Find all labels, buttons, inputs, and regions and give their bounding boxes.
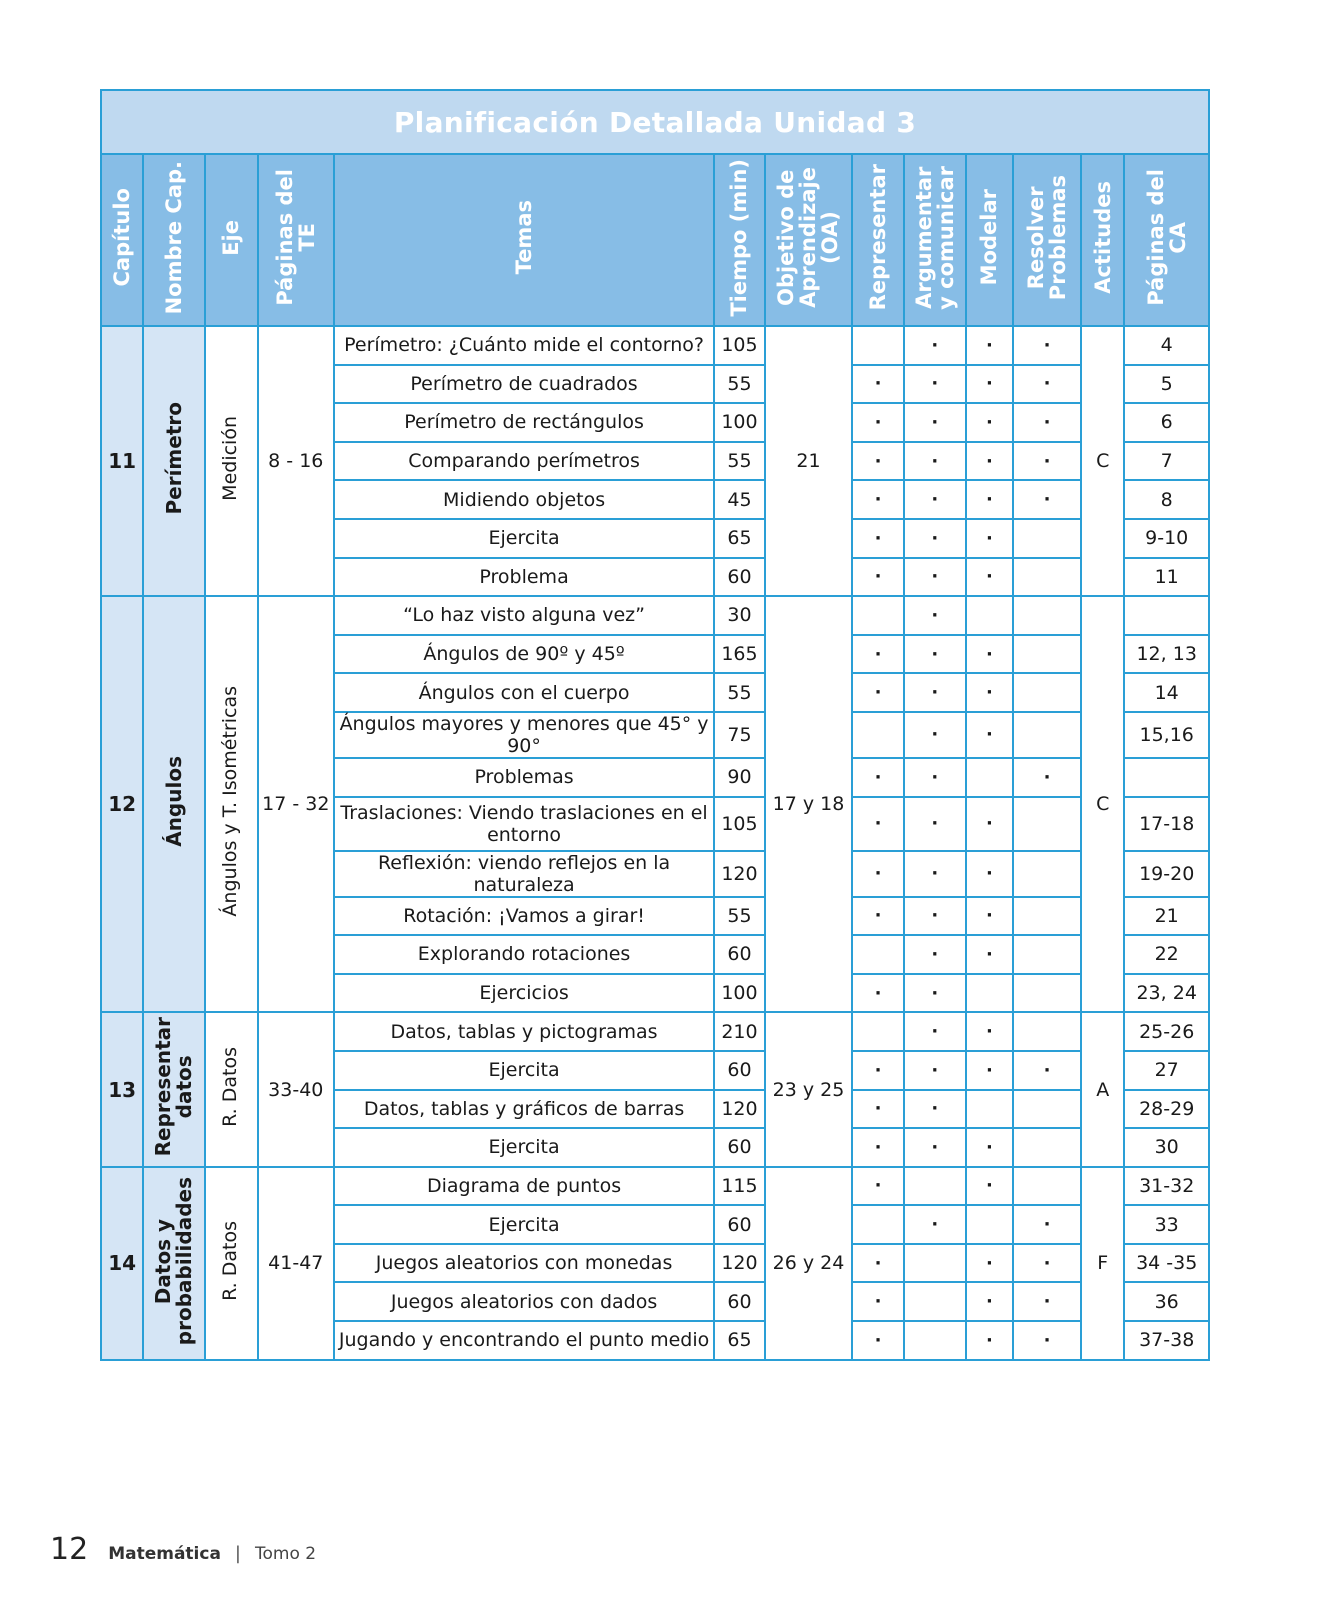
argumentar-cell xyxy=(904,1321,966,1360)
argumentar-cell: · xyxy=(904,442,966,481)
chapter-name xyxy=(143,326,205,596)
modelar-cell: · xyxy=(966,1012,1013,1051)
modelar-cell: · xyxy=(966,935,1013,974)
topic-cell: Datos, tablas y gráficos de barras xyxy=(334,1090,714,1129)
topic-cell: Ejercita xyxy=(334,1205,714,1244)
chapter-te-pages: 33-40 xyxy=(258,1012,334,1166)
modelar-cell xyxy=(966,758,1013,797)
table-row xyxy=(101,1167,1209,1206)
topic-cell: Perímetro de cuadrados xyxy=(334,365,714,404)
table-title: Planificación Detallada Unidad 3 xyxy=(101,90,1209,154)
topic-cell: Traslaciones: Viendo traslaciones en el entorno xyxy=(334,797,714,851)
ca-pages-cell: 31-32 xyxy=(1124,1167,1209,1206)
topic-cell: Ejercita xyxy=(334,1128,714,1167)
modelar-cell xyxy=(966,1205,1013,1244)
argumentar-cell: · xyxy=(904,558,966,597)
attitudes-cell: C xyxy=(1081,596,1124,1012)
time-cell: 55 xyxy=(714,897,765,936)
ca-pages-cell: 9-10 xyxy=(1124,519,1209,558)
time-cell: 55 xyxy=(714,365,765,404)
oa-cell: 23 y 25 xyxy=(765,1012,853,1166)
representar-cell: · xyxy=(852,1051,904,1090)
resolver-cell xyxy=(1013,897,1081,936)
time-cell: 60 xyxy=(714,1205,765,1244)
header-capitulo-label: Capítulo xyxy=(110,188,135,287)
representar-cell xyxy=(852,1205,904,1244)
resolver-cell xyxy=(1013,1012,1081,1051)
ca-pages-cell: 25-26 xyxy=(1124,1012,1209,1051)
modelar-cell: · xyxy=(966,673,1013,712)
representar-cell: · xyxy=(852,1244,904,1283)
argumentar-cell xyxy=(904,1282,966,1321)
representar-cell: · xyxy=(852,1167,904,1206)
argumentar-cell: · xyxy=(904,897,966,936)
argumentar-cell: · xyxy=(904,935,966,974)
header-nombre-cap-label: Nombre Cap. xyxy=(162,160,187,315)
ca-pages-cell: 4 xyxy=(1124,326,1209,365)
volume-label: Tomo 2 xyxy=(255,1544,317,1564)
representar-cell: · xyxy=(852,974,904,1013)
time-cell: 90 xyxy=(714,758,765,797)
header-tiempo xyxy=(714,154,765,326)
topic-cell: Perímetro: ¿Cuánto mide el contorno? xyxy=(334,326,714,365)
argumentar-cell: · xyxy=(904,974,966,1013)
resolver-cell xyxy=(1013,935,1081,974)
representar-cell: · xyxy=(852,403,904,442)
resolver-cell xyxy=(1013,596,1081,635)
header-nombre-cap xyxy=(143,154,205,326)
time-cell: 60 xyxy=(714,1128,765,1167)
modelar-cell: · xyxy=(966,1282,1013,1321)
time-cell: 210 xyxy=(714,1012,765,1051)
resolver-cell: · xyxy=(1013,326,1081,365)
time-cell: 100 xyxy=(714,403,765,442)
oa-cell: 26 y 24 xyxy=(765,1167,853,1360)
ca-pages-cell: 22 xyxy=(1124,935,1209,974)
chapter-te-pages: 17 - 32 xyxy=(258,596,334,1012)
argumentar-cell: · xyxy=(904,1012,966,1051)
topic-cell: Ejercicios xyxy=(334,974,714,1013)
chapter-te-pages: 41-47 xyxy=(258,1167,334,1360)
representar-cell: · xyxy=(852,480,904,519)
resolver-cell xyxy=(1013,635,1081,674)
header-tiempo-label: Tiempo (min) xyxy=(727,158,752,317)
topic-cell: Perímetro de rectángulos xyxy=(334,403,714,442)
time-cell: 45 xyxy=(714,480,765,519)
footer-separator: | xyxy=(234,1543,241,1564)
resolver-cell: · xyxy=(1013,1321,1081,1360)
argumentar-cell xyxy=(904,1167,966,1206)
resolver-cell xyxy=(1013,558,1081,597)
table-body xyxy=(101,326,1209,1360)
resolver-cell xyxy=(1013,1090,1081,1129)
header-actitudes xyxy=(1081,154,1124,326)
ca-pages-cell: 33 xyxy=(1124,1205,1209,1244)
topic-cell: Rotación: ¡Vamos a girar! xyxy=(334,897,714,936)
topic-cell: Explorando rotaciones xyxy=(334,935,714,974)
resolver-cell: · xyxy=(1013,365,1081,404)
chapter-name xyxy=(143,1012,205,1166)
time-cell: 120 xyxy=(714,851,765,897)
resolver-cell xyxy=(1013,673,1081,712)
representar-cell: · xyxy=(852,558,904,597)
representar-cell: · xyxy=(852,1321,904,1360)
resolver-cell xyxy=(1013,1128,1081,1167)
header-argumentar-label: Argumentar y comunicar xyxy=(911,165,958,310)
header-eje xyxy=(205,154,258,326)
argumentar-cell: · xyxy=(904,758,966,797)
header-representar-label: Representar xyxy=(866,164,891,311)
argumentar-cell: · xyxy=(904,403,966,442)
representar-cell xyxy=(852,596,904,635)
attitudes-cell: F xyxy=(1081,1167,1124,1360)
time-cell: 60 xyxy=(714,558,765,597)
representar-cell xyxy=(852,1012,904,1051)
resolver-cell xyxy=(1013,797,1081,851)
ca-pages-cell: 19-20 xyxy=(1124,851,1209,897)
page-number: 12 xyxy=(50,1532,89,1567)
argumentar-cell: · xyxy=(904,673,966,712)
ca-pages-cell xyxy=(1124,758,1209,797)
ca-pages-cell: 36 xyxy=(1124,1282,1209,1321)
time-cell: 115 xyxy=(714,1167,765,1206)
modelar-cell: · xyxy=(966,558,1013,597)
time-cell: 75 xyxy=(714,712,765,758)
page-footer xyxy=(50,1532,316,1567)
resolver-cell: · xyxy=(1013,480,1081,519)
subject-label: Matemática xyxy=(108,1544,221,1564)
ca-pages-cell: 12, 13 xyxy=(1124,635,1209,674)
resolver-cell: · xyxy=(1013,403,1081,442)
modelar-cell xyxy=(966,1090,1013,1129)
time-cell: 120 xyxy=(714,1090,765,1129)
argumentar-cell: · xyxy=(904,365,966,404)
argumentar-cell: · xyxy=(904,712,966,758)
attitudes-cell: C xyxy=(1081,326,1124,596)
topic-cell: Midiendo objetos xyxy=(334,480,714,519)
ca-pages-cell: 37-38 xyxy=(1124,1321,1209,1360)
ca-pages-cell: 27 xyxy=(1124,1051,1209,1090)
ca-pages-cell: 5 xyxy=(1124,365,1209,404)
ca-pages-cell: 6 xyxy=(1124,403,1209,442)
time-cell: 100 xyxy=(714,974,765,1013)
ca-pages-cell xyxy=(1124,596,1209,635)
topic-cell: Problemas xyxy=(334,758,714,797)
time-cell: 30 xyxy=(714,596,765,635)
topic-cell: Ángulos mayores y menores que 45° y 90° xyxy=(334,712,714,758)
header-paginas-te xyxy=(258,154,334,326)
chapter-name-label: Ángulos xyxy=(161,756,186,848)
chapter-name-label: Perímetro xyxy=(161,402,186,515)
modelar-cell: · xyxy=(966,365,1013,404)
topic-cell: Datos, tablas y pictogramas xyxy=(334,1012,714,1051)
modelar-cell: · xyxy=(966,897,1013,936)
topic-cell: Juegos aleatorios con dados xyxy=(334,1282,714,1321)
argumentar-cell: · xyxy=(904,1205,966,1244)
modelar-cell: · xyxy=(966,480,1013,519)
argumentar-cell: · xyxy=(904,480,966,519)
representar-cell: · xyxy=(852,635,904,674)
chapter-number: 14 xyxy=(101,1167,143,1360)
chapter-axis-label: Ángulos y T. Isométricas xyxy=(219,686,242,918)
oa-cell: 21 xyxy=(765,326,853,596)
chapter-number: 13 xyxy=(101,1012,143,1166)
modelar-cell: · xyxy=(966,403,1013,442)
argumentar-cell: · xyxy=(904,1051,966,1090)
argumentar-cell: · xyxy=(904,797,966,851)
resolver-cell xyxy=(1013,1167,1081,1206)
modelar-cell xyxy=(966,974,1013,1013)
column-header-row xyxy=(101,154,1209,326)
resolver-cell: · xyxy=(1013,1282,1081,1321)
ca-pages-cell: 17-18 xyxy=(1124,797,1209,851)
header-resolver xyxy=(1013,154,1081,326)
modelar-cell xyxy=(966,596,1013,635)
argumentar-cell: · xyxy=(904,851,966,897)
resolver-cell: · xyxy=(1013,1051,1081,1090)
header-temas xyxy=(334,154,714,326)
representar-cell: · xyxy=(852,851,904,897)
modelar-cell: · xyxy=(966,1051,1013,1090)
representar-cell: · xyxy=(852,1090,904,1129)
representar-cell: · xyxy=(852,897,904,936)
ca-pages-cell: 28-29 xyxy=(1124,1090,1209,1129)
header-modelar xyxy=(966,154,1013,326)
topic-cell: Ángulos con el cuerpo xyxy=(334,673,714,712)
table-row xyxy=(101,326,1209,365)
chapter-name-label: Representar datos xyxy=(151,1017,197,1157)
representar-cell xyxy=(852,326,904,365)
oa-cell: 17 y 18 xyxy=(765,596,853,1012)
modelar-cell: · xyxy=(966,326,1013,365)
representar-cell: · xyxy=(852,519,904,558)
time-cell: 65 xyxy=(714,1321,765,1360)
ca-pages-cell: 34 -35 xyxy=(1124,1244,1209,1283)
time-cell: 55 xyxy=(714,442,765,481)
resolver-cell xyxy=(1013,712,1081,758)
argumentar-cell: · xyxy=(904,635,966,674)
chapter-axis xyxy=(205,596,258,1012)
header-temas-label: Temas xyxy=(512,200,537,275)
topic-cell: Juegos aleatorios con monedas xyxy=(334,1244,714,1283)
time-cell: 60 xyxy=(714,1051,765,1090)
argumentar-cell: · xyxy=(904,326,966,365)
header-modelar-label: Modelar xyxy=(977,189,1002,286)
time-cell: 65 xyxy=(714,519,765,558)
representar-cell: · xyxy=(852,758,904,797)
resolver-cell xyxy=(1013,851,1081,897)
modelar-cell: · xyxy=(966,519,1013,558)
topic-cell: Problema xyxy=(334,558,714,597)
representar-cell: · xyxy=(852,365,904,404)
representar-cell: · xyxy=(852,797,904,851)
chapter-number: 11 xyxy=(101,326,143,596)
table-row xyxy=(101,596,1209,635)
representar-cell: · xyxy=(852,673,904,712)
ca-pages-cell: 15,16 xyxy=(1124,712,1209,758)
resolver-cell: · xyxy=(1013,1244,1081,1283)
resolver-cell: · xyxy=(1013,758,1081,797)
ca-pages-cell: 23, 24 xyxy=(1124,974,1209,1013)
topic-cell: Reflexión: viendo reflejos en la naturaleza xyxy=(334,851,714,897)
topic-cell: Ángulos de 90º y 45º xyxy=(334,635,714,674)
modelar-cell: · xyxy=(966,1167,1013,1206)
header-actitudes-label: Actitudes xyxy=(1090,181,1115,294)
chapter-te-pages: 8 - 16 xyxy=(258,326,334,596)
argumentar-cell xyxy=(904,1244,966,1283)
modelar-cell: · xyxy=(966,1321,1013,1360)
chapter-axis xyxy=(205,1012,258,1166)
modelar-cell: · xyxy=(966,712,1013,758)
header-paginas-ca xyxy=(1124,154,1209,326)
topic-cell: Diagrama de puntos xyxy=(334,1167,714,1206)
modelar-cell: · xyxy=(966,635,1013,674)
time-cell: 60 xyxy=(714,935,765,974)
chapter-number: 12 xyxy=(101,596,143,1012)
ca-pages-cell: 21 xyxy=(1124,897,1209,936)
chapter-axis-label: R. Datos xyxy=(219,1220,242,1301)
time-cell: 105 xyxy=(714,326,765,365)
chapter-axis-label: Medición xyxy=(219,416,242,501)
topic-cell: Comparando perímetros xyxy=(334,442,714,481)
chapter-axis xyxy=(205,1167,258,1360)
header-argumentar xyxy=(904,154,966,326)
representar-cell: · xyxy=(852,442,904,481)
time-cell: 60 xyxy=(714,1282,765,1321)
header-eje-label: Eje xyxy=(219,219,244,256)
argumentar-cell: · xyxy=(904,1090,966,1129)
chapter-axis-label: R. Datos xyxy=(219,1047,242,1127)
modelar-cell: · xyxy=(966,851,1013,897)
time-cell: 55 xyxy=(714,673,765,712)
resolver-cell: · xyxy=(1013,1205,1081,1244)
modelar-cell: · xyxy=(966,797,1013,851)
chapter-name xyxy=(143,1167,205,1360)
time-cell: 165 xyxy=(714,635,765,674)
topic-cell: Ejercita xyxy=(334,1051,714,1090)
ca-pages-cell: 8 xyxy=(1124,480,1209,519)
representar-cell xyxy=(852,935,904,974)
topic-cell: “Lo haz visto alguna vez” xyxy=(334,596,714,635)
argumentar-cell: · xyxy=(904,1128,966,1167)
representar-cell: · xyxy=(852,1128,904,1167)
chapter-name-label: Datos y probabilidades xyxy=(151,1176,197,1345)
resolver-cell xyxy=(1013,974,1081,1013)
representar-cell: · xyxy=(852,1282,904,1321)
table-row xyxy=(101,1012,1209,1051)
ca-pages-cell: 7 xyxy=(1124,442,1209,481)
topic-cell: Ejercita xyxy=(334,519,714,558)
modelar-cell: · xyxy=(966,1128,1013,1167)
chapter-name xyxy=(143,596,205,1012)
header-representar xyxy=(852,154,904,326)
representar-cell xyxy=(852,712,904,758)
header-capitulo xyxy=(101,154,143,326)
modelar-cell: · xyxy=(966,442,1013,481)
modelar-cell: · xyxy=(966,1244,1013,1283)
resolver-cell: · xyxy=(1013,442,1081,481)
ca-pages-cell: 11 xyxy=(1124,558,1209,597)
header-resolver-label: Resolver Problemas xyxy=(1024,174,1071,301)
chapter-axis xyxy=(205,326,258,596)
attitudes-cell: A xyxy=(1081,1012,1124,1166)
time-cell: 105 xyxy=(714,797,765,851)
ca-pages-cell: 30 xyxy=(1124,1128,1209,1167)
argumentar-cell: · xyxy=(904,596,966,635)
time-cell: 120 xyxy=(714,1244,765,1283)
resolver-cell xyxy=(1013,519,1081,558)
header-objetivo xyxy=(765,154,853,326)
ca-pages-cell: 14 xyxy=(1124,673,1209,712)
planning-table xyxy=(100,89,1210,1361)
topic-cell: Jugando y encontrando el punto medio xyxy=(334,1321,714,1360)
argumentar-cell: · xyxy=(904,519,966,558)
header-paginas-te-label: Páginas del TE xyxy=(272,169,319,306)
header-objetivo-label: Objetivo de Aprendizaje (OA) xyxy=(774,167,843,308)
header-paginas-ca-label: Páginas del CA xyxy=(1143,169,1190,306)
